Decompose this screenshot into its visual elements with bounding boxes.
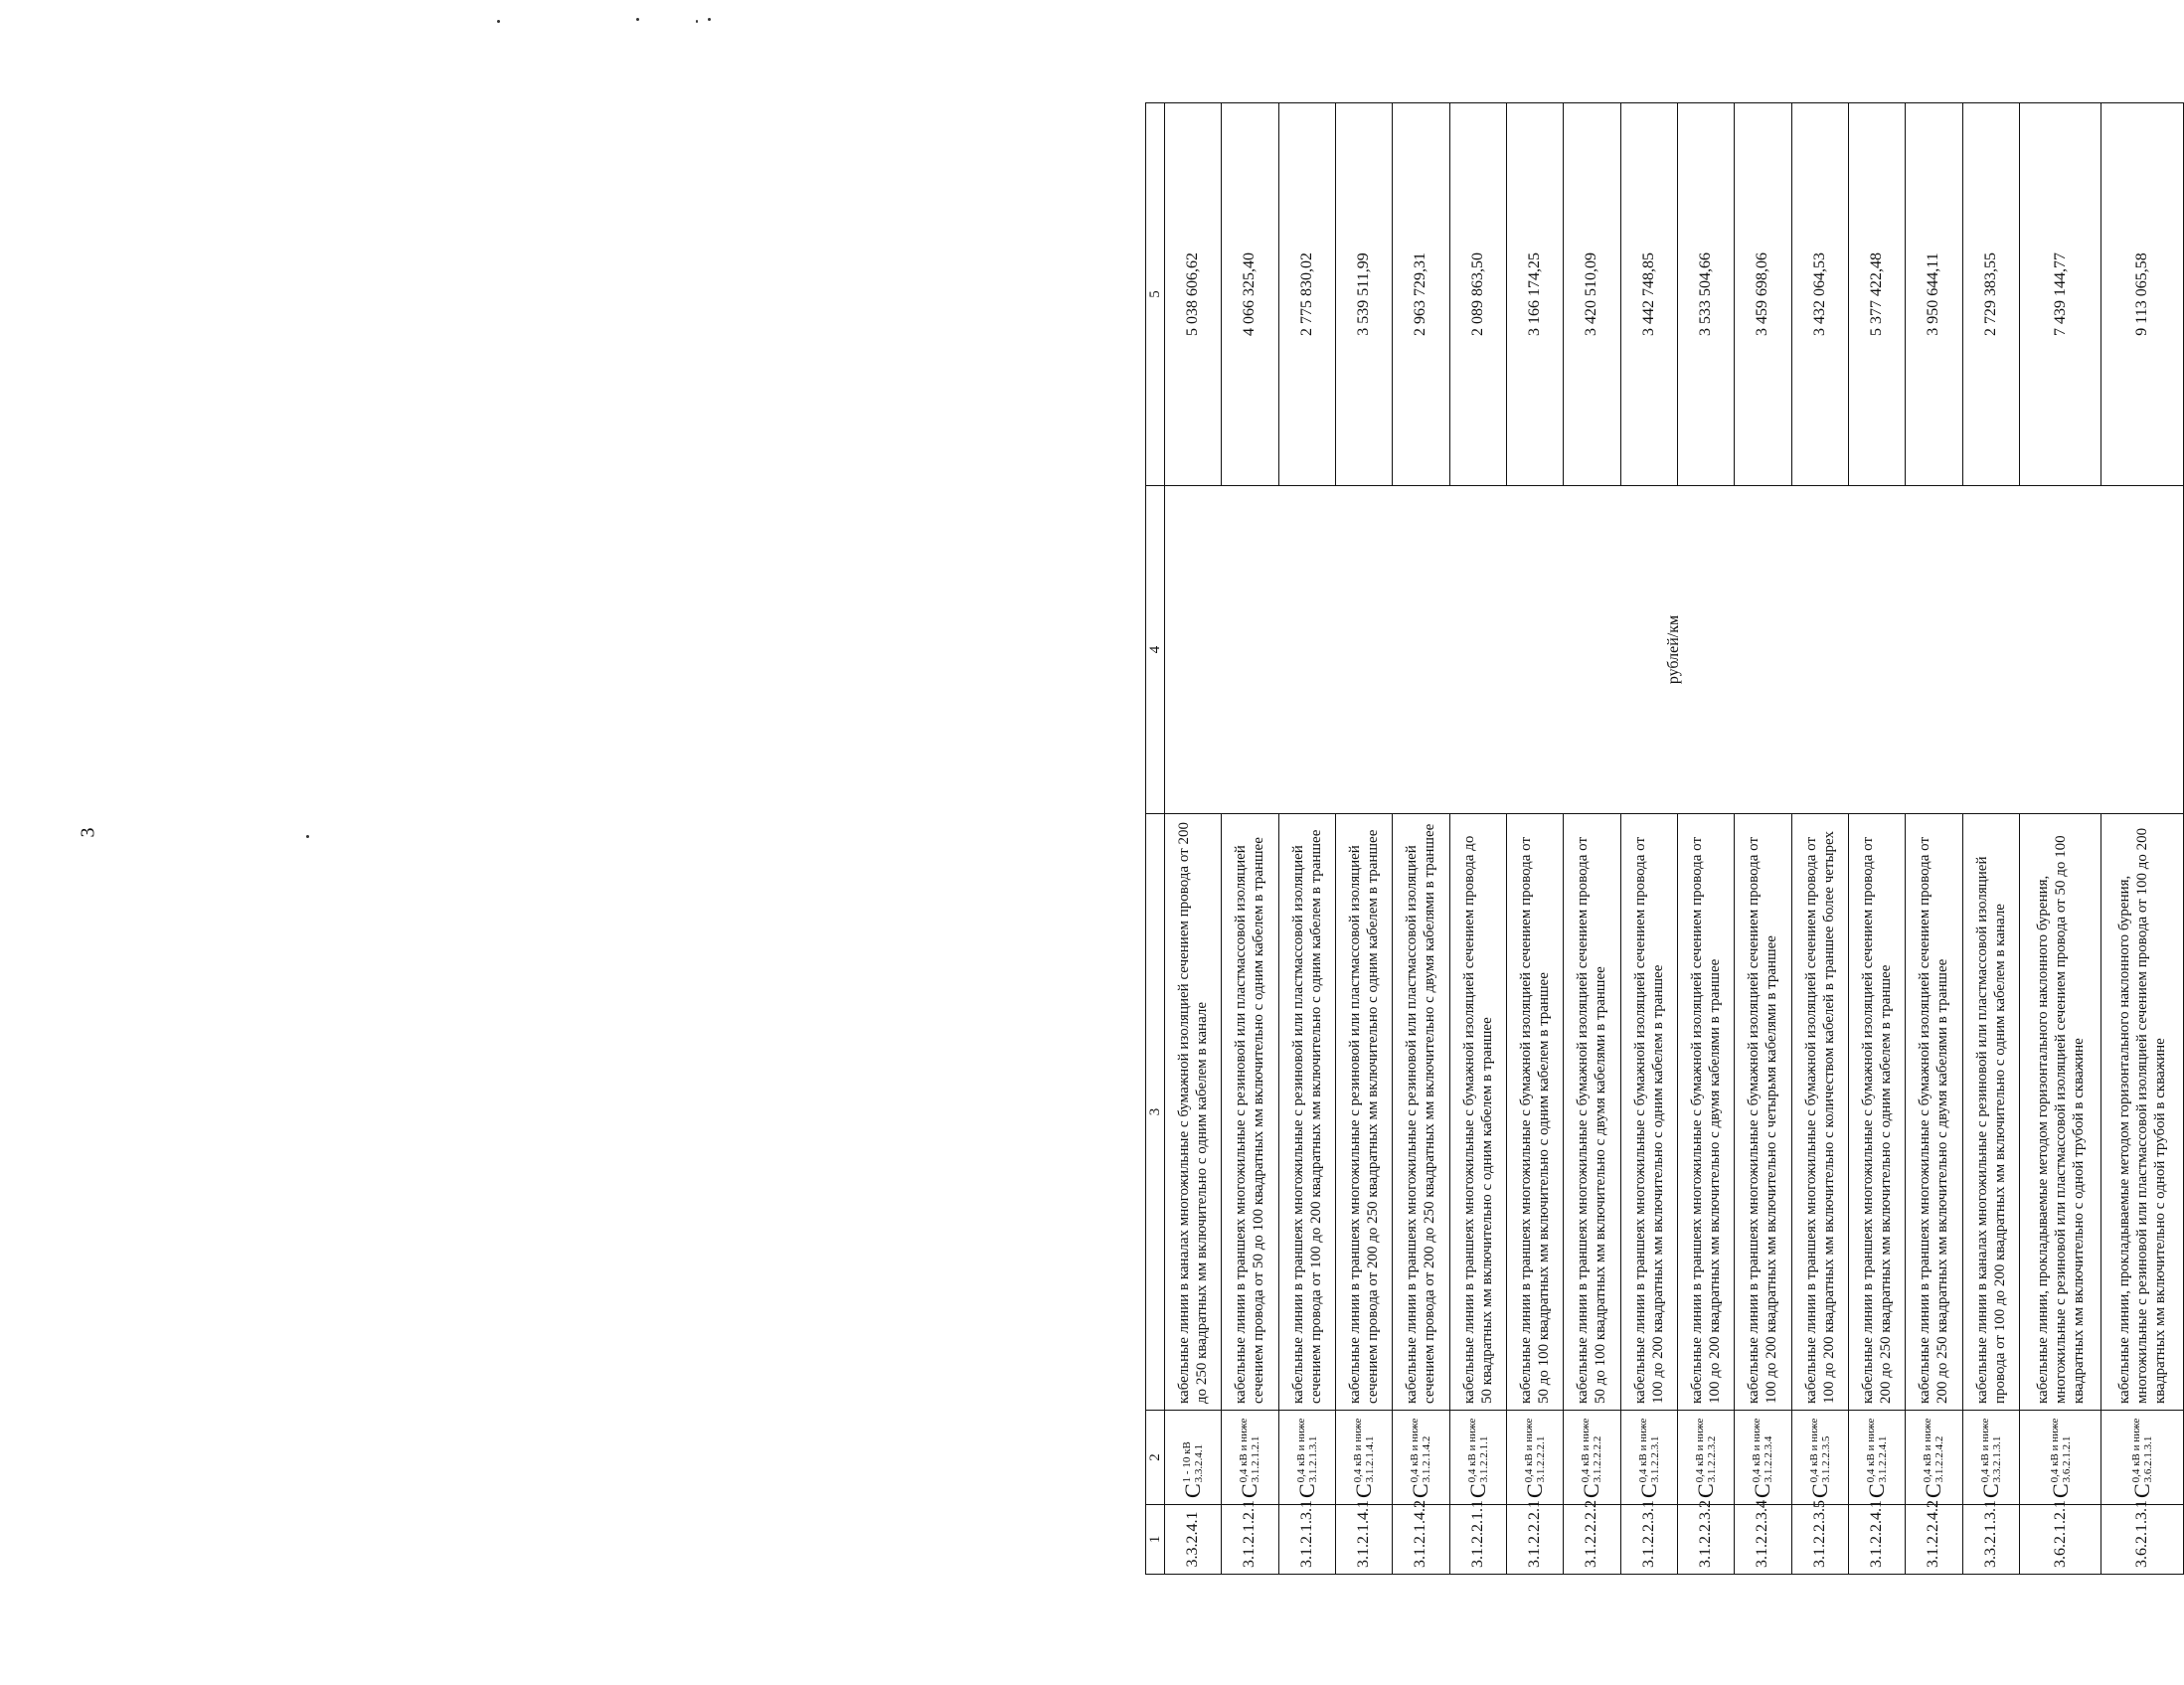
row-description: кабельные линии в траншеях многожильные с резиновой или пластмассовой изоляцией сечением провода от 100 до 200 квадратных мм включительно с одним кабелем в траншее [1278,814,1335,1411]
code-index: 3.1.2.2.2.1 [1535,1435,1548,1483]
row-code [1222,1411,1278,1505]
header-row [1146,103,1165,1575]
code-voltage: 0,4 кВ и ниже [2048,1418,2061,1483]
code-letter: C [2129,1483,2155,1498]
tariff-table [1145,102,2184,1575]
code-letter: C [1293,1483,1319,1498]
code-voltage: 0,4 кВ и ниже [1636,1418,1649,1483]
scan-speck [636,18,639,21]
code-voltage: 1 - 10 кВ [1181,1441,1194,1483]
row-value: 2 963 729,31 [1393,103,1449,486]
code-letter: C [1921,1483,1946,1498]
scan-speck [696,20,698,23]
code-index: 3.3.2.1.3.1 [1990,1435,2003,1483]
code-voltage: 0,4 кВ и ниже [1409,1418,1422,1483]
row-id: 3.1.2.1.2.1 [1222,1505,1278,1575]
row-id: 3.1.2.1.3.1 [1278,1505,1335,1575]
code-symbol [1580,1419,1603,1498]
row-id: 3.6.2.1.3.1 [2101,1505,2184,1575]
row-code [2019,1411,2101,1505]
code-index: 3.1.2.2.3.5 [1819,1435,1832,1483]
code-symbol [1466,1419,1490,1498]
row-description: кабельные линии, прокладываемые методом горизонтального наклонного бурения, многожильные с резиновой или пластмассовой изоляцией сечением провода от 100 до 200 квадратных мм включительно с одной трубой в скважине [2101,814,2184,1411]
row-id: 3.1.2.2.3.2 [1677,1505,1734,1575]
row-description: кабельные линии в траншеях многожильные с резиновой или пластмассовой изоляцией сечением провода от 50 до 100 квадратных мм включительно с одним кабелем в траншее [1222,814,1278,1411]
table-row [1564,103,1620,1575]
code-indices [1409,1419,1432,1483]
code-voltage: 0,4 кВ и ниже [1465,1418,1478,1483]
code-symbol [1238,1419,1261,1498]
row-value: 2 729 383,55 [1962,103,2019,486]
row-value: 3 533 504,66 [1677,103,1734,486]
row-code [1962,1411,2019,1505]
code-letter: C [1750,1483,1775,1498]
code-voltage: 0,4 кВ и ниже [1807,1418,1820,1483]
row-id: 3.1.2.2.2.1 [1506,1505,1563,1575]
row-value: 4 066 325,40 [1222,103,1278,486]
code-letter: C [1693,1483,1719,1498]
table-row [1506,103,1563,1575]
code-symbol [1922,1419,1945,1498]
row-code [1848,1411,1905,1505]
code-voltage: 0,4 кВ и ниже [1751,1418,1764,1483]
code-index: 3.1.2.2.3.4 [1763,1435,1775,1483]
code-indices [2130,1419,2154,1483]
row-description: кабельные линии в траншеях многожильные с бумажной изоляцией сечением провода от 50 до 100 квадратных мм включительно с одним кабелем в траншее [1506,814,1563,1411]
table-row [1165,103,1222,1575]
code-index: 3.6.2.1.2.1 [2060,1435,2073,1483]
row-description: кабельные линии, прокладываемые методом горизонтального наклонного бурения, многожильные с резиновой или пластмассовой изоляцией сечением провода от 50 до 100 квадратных мм включительно с одной трубой в скважине [2019,814,2101,1411]
unit-cell: рублей/км [1165,486,2184,814]
code-index: 3.1.2.1.4.2 [1421,1435,1433,1483]
table-row [1335,103,1392,1575]
code-letter: C [1635,1483,1661,1498]
table-row [1393,103,1449,1575]
row-id: 3.1.2.2.3.5 [1791,1505,1848,1575]
row-value: 3 166 174,25 [1506,103,1563,486]
row-id: 3.3.2.1.3.1 [1962,1505,2019,1575]
code-letter: C [1522,1483,1548,1498]
code-indices [1979,1419,2003,1483]
code-index: 3.1.2.1.3.1 [1306,1435,1319,1483]
row-code [1906,1411,1962,1505]
row-id: 3.1.2.2.4.1 [1848,1505,1905,1575]
table-row [1848,103,1905,1575]
table-row [1962,103,2019,1575]
code-indices [1238,1419,1261,1483]
code-indices [1580,1419,1603,1483]
row-value: 3 442 748,85 [1620,103,1677,486]
table-row [2019,103,2101,1575]
code-index: 3.6.2.1.3.1 [2142,1435,2155,1483]
row-description: кабельные линии в траншеях многожильные с бумажной изоляцией сечением провода до 50 квадратных мм включительно с одним кабелем в траншее [1449,814,1506,1411]
code-letter: C [1806,1483,1832,1498]
row-description: кабельные линии в траншеях многожильные с бумажной изоляцией сечением провода от 200 до 250 квадратных мм включительно с одним кабелем в траншее [1848,814,1905,1411]
code-letter: C [1864,1483,1890,1498]
code-voltage: 0,4 кВ и ниже [1922,1418,1934,1483]
header-col-2: 2 [1146,1411,1165,1505]
row-code [2101,1411,2184,1505]
code-indices [1523,1419,1547,1483]
code-symbol [1352,1419,1376,1498]
row-value: 3 950 644,11 [1906,103,1962,486]
code-voltage: 0,4 кВ и ниже [2130,1418,2143,1483]
code-indices [1865,1419,1889,1483]
code-indices [1751,1419,1774,1483]
code-indices [1694,1419,1718,1483]
code-indices [1352,1419,1376,1483]
row-value: 3 459 698,06 [1735,103,1791,486]
row-code [1620,1411,1677,1505]
row-description: кабельные линии в траншеях многожильные с бумажной изоляцией сечением провода от 100 до 200 квадратных мм включительно с количеством кабелей в траншее более четырех [1791,814,1848,1411]
code-index: 3.1.2.2.1.1 [1477,1435,1490,1483]
row-description: кабельные линии в каналах многожильные с бумажной изоляцией сечением провода от 200 до 250 квадратных мм включительно с одним кабелем в канале [1165,814,1222,1411]
code-symbol [1409,1419,1432,1498]
table-row [1278,103,1335,1575]
code-letter: C [2047,1483,2073,1498]
row-value: 3 539 511,99 [1335,103,1392,486]
row-id: 3.6.2.1.2.1 [2019,1505,2101,1575]
rotated-table-container [1145,103,2184,1575]
row-code [1506,1411,1563,1505]
row-code [1165,1411,1222,1505]
code-voltage: 0,4 кВ и ниже [1978,1418,1991,1483]
code-indices [1922,1419,1945,1483]
row-value: 2 775 830,02 [1278,103,1335,486]
scan-speck [708,18,711,21]
row-description: кабельные линии в траншеях многожильные с резиновой или пластмассовой изоляцией сечением провода от 200 до 250 квадратных мм включительно с одним кабелем в траншее [1335,814,1392,1411]
row-value: 2 089 863,50 [1449,103,1506,486]
code-symbol [1181,1441,1205,1498]
code-indices [1181,1441,1205,1482]
row-id: 3.1.2.1.4.1 [1335,1505,1392,1575]
row-value: 9 113 065,58 [2101,103,2184,486]
code-indices [1637,1419,1661,1483]
header-col-1: 1 [1146,1505,1165,1575]
row-description: кабельные линии в траншеях многожильные с бумажной изоляцией сечением провода от 200 до 250 квадратных мм включительно с двумя кабелями в траншее [1906,814,1962,1411]
code-letter: C [1977,1483,2003,1498]
table-row [1620,103,1677,1575]
code-voltage: 0,4 кВ и ниже [1694,1418,1707,1483]
row-id: 3.1.2.1.4.2 [1393,1505,1449,1575]
table-row [1735,103,1791,1575]
code-letter: C [1579,1483,1604,1498]
code-index: 3.1.2.2.4.1 [1877,1435,1890,1483]
row-id: 3.1.2.2.3.1 [1620,1505,1677,1575]
code-symbol [1979,1419,2003,1498]
code-voltage: 0,4 кВ и ниже [1294,1418,1307,1483]
code-letter: C [1237,1483,1262,1498]
row-code [1278,1411,1335,1505]
code-symbol [1751,1419,1774,1498]
table-row [1449,103,1506,1575]
code-symbol [1295,1419,1319,1498]
code-indices [1466,1419,1490,1483]
code-symbol [1865,1419,1889,1498]
table-row [1791,103,1848,1575]
code-index: 3.1.2.1.4.1 [1364,1435,1377,1483]
code-indices [1808,1419,1832,1483]
code-index: 3.1.2.2.3.1 [1648,1435,1661,1483]
row-code [1449,1411,1506,1505]
code-symbol [1808,1419,1832,1498]
code-voltage: 0,4 кВ и ниже [1523,1418,1536,1483]
row-code [1677,1411,1734,1505]
scan-speck [306,835,309,838]
code-indices [1295,1419,1319,1483]
row-description: кабельные линии в траншеях многожильные с резиновой или пластмассовой изоляцией сечением провода от 200 до 250 квадратных мм включительно с двумя кабелями в траншее [1393,814,1449,1411]
code-letter: C [1464,1483,1490,1498]
page-number: 3 [77,827,99,838]
table-body [1165,103,2184,1575]
row-code [1791,1411,1848,1505]
code-index: 3.1.2.2.2.2 [1592,1435,1604,1483]
code-indices [2049,1419,2073,1483]
code-letter: C [1408,1483,1433,1498]
code-letter: C [1351,1483,1377,1498]
row-id: 3.1.2.2.4.2 [1906,1505,1962,1575]
row-code [1735,1411,1791,1505]
row-id: 3.1.2.2.2.2 [1564,1505,1620,1575]
code-voltage: 0,4 кВ и ниже [1865,1418,1878,1483]
code-letter: C [1180,1483,1206,1498]
code-voltage: 0,4 кВ и ниже [1580,1418,1593,1483]
code-symbol [1523,1419,1547,1498]
row-value: 7 439 144,77 [2019,103,2101,486]
row-value: 5 377 422,48 [1848,103,1905,486]
row-code [1393,1411,1449,1505]
code-symbol [1637,1419,1661,1498]
code-symbol [2130,1419,2154,1498]
code-index: 3.1.2.2.4.2 [1933,1435,1946,1483]
code-index: 3.3.2.4.1 [1193,1443,1206,1483]
code-index: 3.1.2.1.2.1 [1250,1435,1262,1483]
table-row [1222,103,1278,1575]
table-row [2101,103,2184,1575]
row-description: кабельные линии в траншеях многожильные с бумажной изоляцией сечением провода от 100 до 200 квадратных мм включительно с четырьмя кабелями в траншее [1735,814,1791,1411]
scan-speck [497,20,500,23]
row-description: кабельные линии в траншеях многожильные с бумажной изоляцией сечением провода от 100 до 200 квадратных мм включительно с одним кабелем в траншее [1620,814,1677,1411]
code-index: 3.1.2.2.3.2 [1706,1435,1719,1483]
row-code [1564,1411,1620,1505]
row-id: 3.3.2.4.1 [1165,1505,1222,1575]
code-voltage: 0,4 кВ и ниже [1352,1418,1365,1483]
table-row [1906,103,1962,1575]
code-symbol [2049,1419,2073,1498]
code-symbol [1694,1419,1718,1498]
row-description: кабельные линии в каналах многожильные с резиновой или пластмассовой изоляцией провода от 100 до 200 квадратных мм включительно с одним кабелем в канале [1962,814,2019,1411]
row-description: кабельные линии в траншеях многожильные с бумажной изоляцией сечением провода от 50 до 100 квадратных мм включительно с двумя кабелями в траншее [1564,814,1620,1411]
header-col-5: 5 [1146,103,1165,486]
header-col-4: 4 [1146,486,1165,814]
code-voltage: 0,4 кВ и ниже [1238,1418,1251,1483]
row-code [1335,1411,1392,1505]
table-row [1677,103,1734,1575]
row-id: 3.1.2.2.1.1 [1449,1505,1506,1575]
row-description: кабельные линии в траншеях многожильные с бумажной изоляцией сечением провода от 100 до 200 квадратных мм включительно с двумя кабелями в траншее [1677,814,1734,1411]
row-value: 5 038 606,62 [1165,103,1222,486]
row-value: 3 420 510,09 [1564,103,1620,486]
row-value: 3 432 064,53 [1791,103,1848,486]
row-id: 3.1.2.2.3.4 [1735,1505,1791,1575]
header-col-3: 3 [1146,814,1165,1411]
